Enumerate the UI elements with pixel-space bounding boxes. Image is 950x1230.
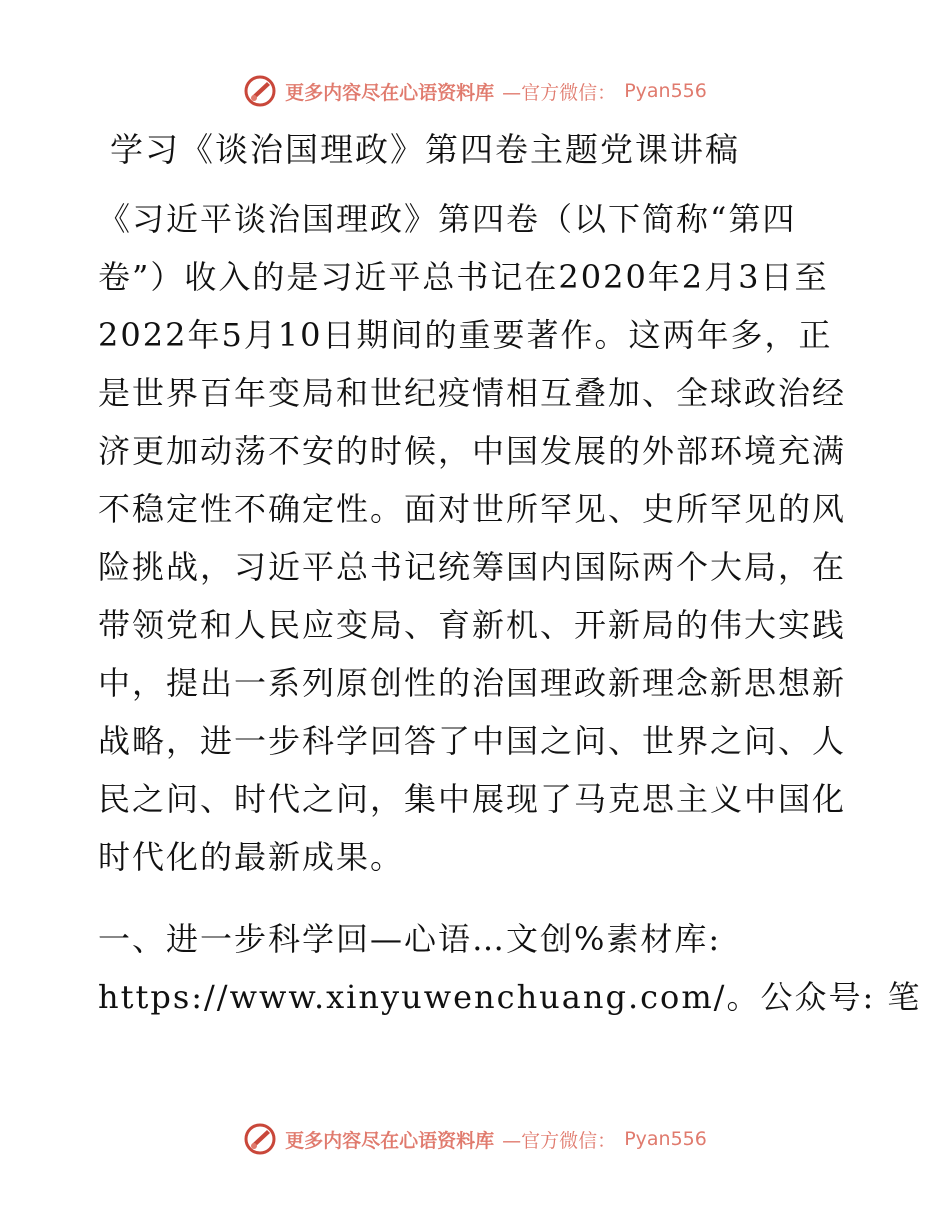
text-line: 险挑战，习近平总书记统筹国内国际两个大局，在	[98, 548, 847, 586]
text-line: 带领党和人民应变局、育新机、开新局的伟大实践	[98, 606, 847, 644]
text-line: 济更加动荡不安的时候，中国发展的外部环境充满	[98, 432, 847, 470]
section-heading-line: 一、进一步科学回—心语…文创%素材库:	[98, 920, 722, 958]
paragraph-section-one	[98, 910, 922, 1026]
text-line: 2022年5月10日期间的重要著作。这两年多，正	[98, 316, 833, 354]
text-line: 中，提出一系列原创性的治国理政新理念新思想新	[98, 664, 847, 702]
paragraph-intro	[98, 190, 858, 886]
text-line: 卷”）收入的是习近平总书记在2020年2月3日至	[98, 258, 829, 296]
text-line: 战略，进一步科学回答了中国之问、世界之问、人	[98, 722, 847, 760]
watermark-text: 更多内容尽在心语资料库	[285, 81, 495, 104]
text-line: 民之问、时代之问，集中展现了马克思主义中国化	[98, 780, 847, 818]
text-line: 不稳定性不确定性。面对世所罕见、史所罕见的风	[98, 490, 847, 528]
header-watermark	[0, 74, 950, 108]
watermark-wechat-id: Pyan556	[624, 80, 707, 102]
footer-watermark	[0, 1122, 950, 1156]
text-line: 是世界百年变局和世纪疫情相互叠加、全球政治经	[98, 374, 847, 412]
watermark-text: 更多内容尽在心语资料库	[285, 1129, 495, 1152]
brand-logo-icon	[243, 74, 277, 108]
url-line: https://www.xinyuwenchuang.com/。公众号: 笔	[98, 978, 922, 1016]
watermark-wechat-id: Pyan556	[624, 1128, 707, 1150]
watermark-separator: —官方微信：	[502, 81, 617, 104]
text-line: 《习近平谈治国理政》第四卷（以下简称“第四	[98, 200, 797, 238]
brand-logo-icon	[243, 1122, 277, 1156]
text-line: 时代化的最新成果。	[98, 838, 405, 876]
document-title: 学习《谈治国理政》第四卷主题党课讲稿	[110, 130, 740, 169]
watermark-separator: —官方微信：	[502, 1129, 617, 1152]
